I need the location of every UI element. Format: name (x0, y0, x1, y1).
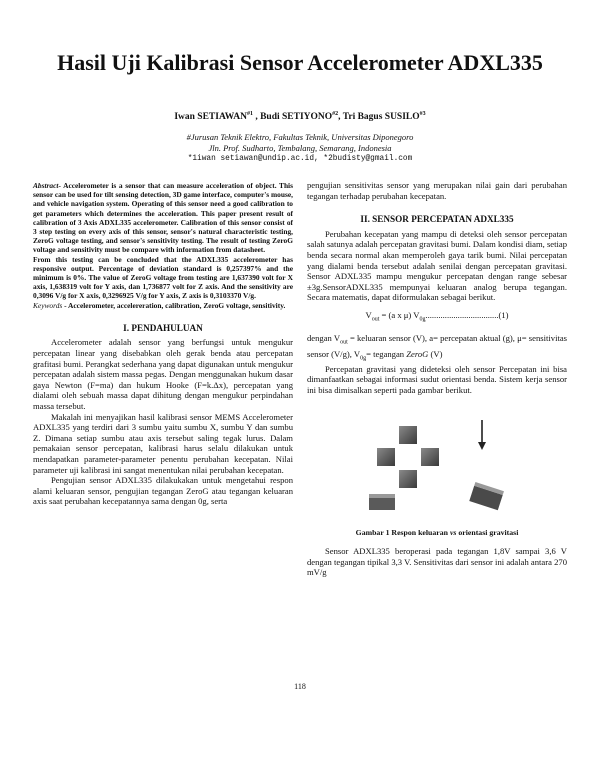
chip-bottom (399, 470, 417, 488)
abstract-conclusion: From this testing can be concluded that the ADXL335 accelerometer has responsive output. Percentage of deviation standard is 0,257397% and the minimum is 0%. The value of ZeroG voltage from testing are 1,637390 volt for X axis, 1,638319 volt for Y axis, dan 1,736877 volt for Z axis. And the sensitivity are 0,3096 V/g for X axis, 0,3296925 V/g for Y axis, Z axis is 0,3103370 V/g. (33, 254, 293, 301)
paragraph: Sensor ADXL335 beroperasi pada tegangan 1,8V sampai 3,6 V dengan tegangan tipikal 3,3 V. Sensitivitas dari sensor ini adalah antara 270 mV/g (307, 546, 567, 578)
section-heading-sensor: II. SENSOR PERCEPATAN ADXL335 (360, 214, 514, 225)
affiliation-dept: #Jurusan Teknik Elektro, Fakultas Teknik, Universitas Diponegoro (186, 132, 414, 142)
keywords-label: Keywords (33, 300, 63, 310)
abstract (33, 181, 293, 255)
chip-side-left (369, 494, 395, 510)
figure-1-caption: Gambar 1 Respon keluaran vs orientasi gravitasi (355, 527, 519, 537)
affiliation (40, 132, 560, 165)
paragraph: Pengujian sensor ADXL335 dilakukakan untuk mengetahui respon alami keluaran sensor, pengujian tegangan ZeroG atau tegangan keluaran axis saat perubahan kecepatannya sama dengan 0g, serta (33, 475, 293, 507)
paragraph: Perubahan kecepatan yang mampu di deteksi oleh sensor percepatan salah satunya adalah percepatan gravitasi bumi. Dalam kondisi diam, setiap benda secara normal akan memperoleh gaya tarik bumi. Nilai percepatan yang dialami benda tersebut adalah senilai dengan percepatan gravitasi. Sensor ADXL335 mampu mengukur percepatan dengan range sebesar ±3g.SensorADXL335 mempunyai keluaran analog berupa tegangan. Secara matematis, dapat diformulakan sebagai berikut. (307, 228, 567, 303)
paragraph: pengujian sensitivitas sensor yang merupakan nilai gain dari perubahan tegangan terhadap perubahan kecepatan. (307, 180, 567, 201)
right-column (307, 180, 567, 578)
chip-left (377, 448, 395, 466)
chip-top (399, 426, 417, 444)
affiliation-emails: *1iwan setiawan@undip.ac.id, *2budisty@gmail.com (187, 155, 413, 163)
keywords (33, 301, 293, 310)
chip-side-right (469, 482, 504, 510)
paragraph: Makalah ini menyajikan hasil kalibrasi sensor MEMS Accelerometer ADXL335 yang terdiri dari 3 sumbu yaitu sumbu X, sumbu Y dan sumbu Z. Dimana setiap sumbu atau axis tersebut saling tegak lurus. Dalam pemakaian sensor percepatan, kalibrasi harus selalu dilakukan untuk mendapatkan parameter-parameter penentu perubahan kecepatan. Nilai parameter uji kalibrasi ini sangat menentukan nilai perubahan kecepatan. (33, 411, 293, 475)
figure-1 (307, 404, 567, 522)
paragraph: Accelerometer adalah sensor yang berfungsi untuk mengukur percepatan linear yang disebabkan oleh gerak benda atau percepatan grafitasi bumi. Perangkat sederhana yang dapat digunakan untuk mengukur percepatan adalah sistem massa pegas. Dengan menggunakan hukum dasar gaya Newton (F=ma) dan hukum Hooke (F=k.Δx), percepatan yang dialami oleh sebuah massa dapat dihitung dengan mengukur perpindahan massa tersebut. (33, 337, 293, 411)
equation-definitions: dengan $V_{out}$ = keluaran sensor (V), a= percepatan aktual (g), μ= sensitivitas sensor (V/g), $V_{0g}=$ tegangan ZeroG (V) (307, 333, 567, 362)
paragraph: Percepatan gravitasi yang dideteksi oleh sensor Percepatan ini bisa dimanfaatkan sebagai informasi sudut orientasi benda. Sistem kerja sensor ini bisa dimisalkan seperti pada gambar berikut. (307, 363, 567, 396)
abstract-label: Abstract- (33, 181, 61, 190)
abstract-text: Accelerometer is a sensor that can measure acceleration of object. This sensor can be used for tilt sensing detection, 3D game interface, computer's mouse, and vehicle navigation system. Operating of this sensor need a good calibration to get parameters which determines the acceleration. This paper present result of calibration of 3 Axis ADXL335 accelerometer. Calibration of this sensor consist of 3 step testing on every axis of this sensor, sensor's natural characteristic testing, ZeroG voltage testing, and sensor's sensitivity testing. The result of testing ZeroG voltage and sensitivity must be compare with information from datasheet. (33, 181, 293, 255)
author-list: Iwan SETIAWAN$^{\#1}$ , Budi SETIYONO$^{\#2}$, Tri Bagus SUSILO$^{\#3}$ (174, 111, 426, 123)
equation-1: $V_{out} = (a$ x μ) $V_{0g}..................................(1)$ (365, 309, 509, 323)
chip-right (421, 448, 439, 466)
paper-title: Hasil Uji Kalibrasi Sensor Accelerometer ADXL335 (57, 50, 543, 75)
section-heading-pendahuluan: I. PENDAHULUAN (123, 322, 203, 333)
gravity-arrowhead (478, 442, 486, 450)
page-number: 118 (294, 682, 306, 691)
figure-1-illustration (307, 404, 567, 522)
affiliation-address: Jln. Prof. Sudharto, Tembalang, Semarang, Indonesia (208, 143, 392, 153)
left-column (33, 181, 293, 507)
keywords-text: - Accelerometer, accelereration, calibration, ZeroG voltage, sensitivity. (64, 300, 286, 310)
